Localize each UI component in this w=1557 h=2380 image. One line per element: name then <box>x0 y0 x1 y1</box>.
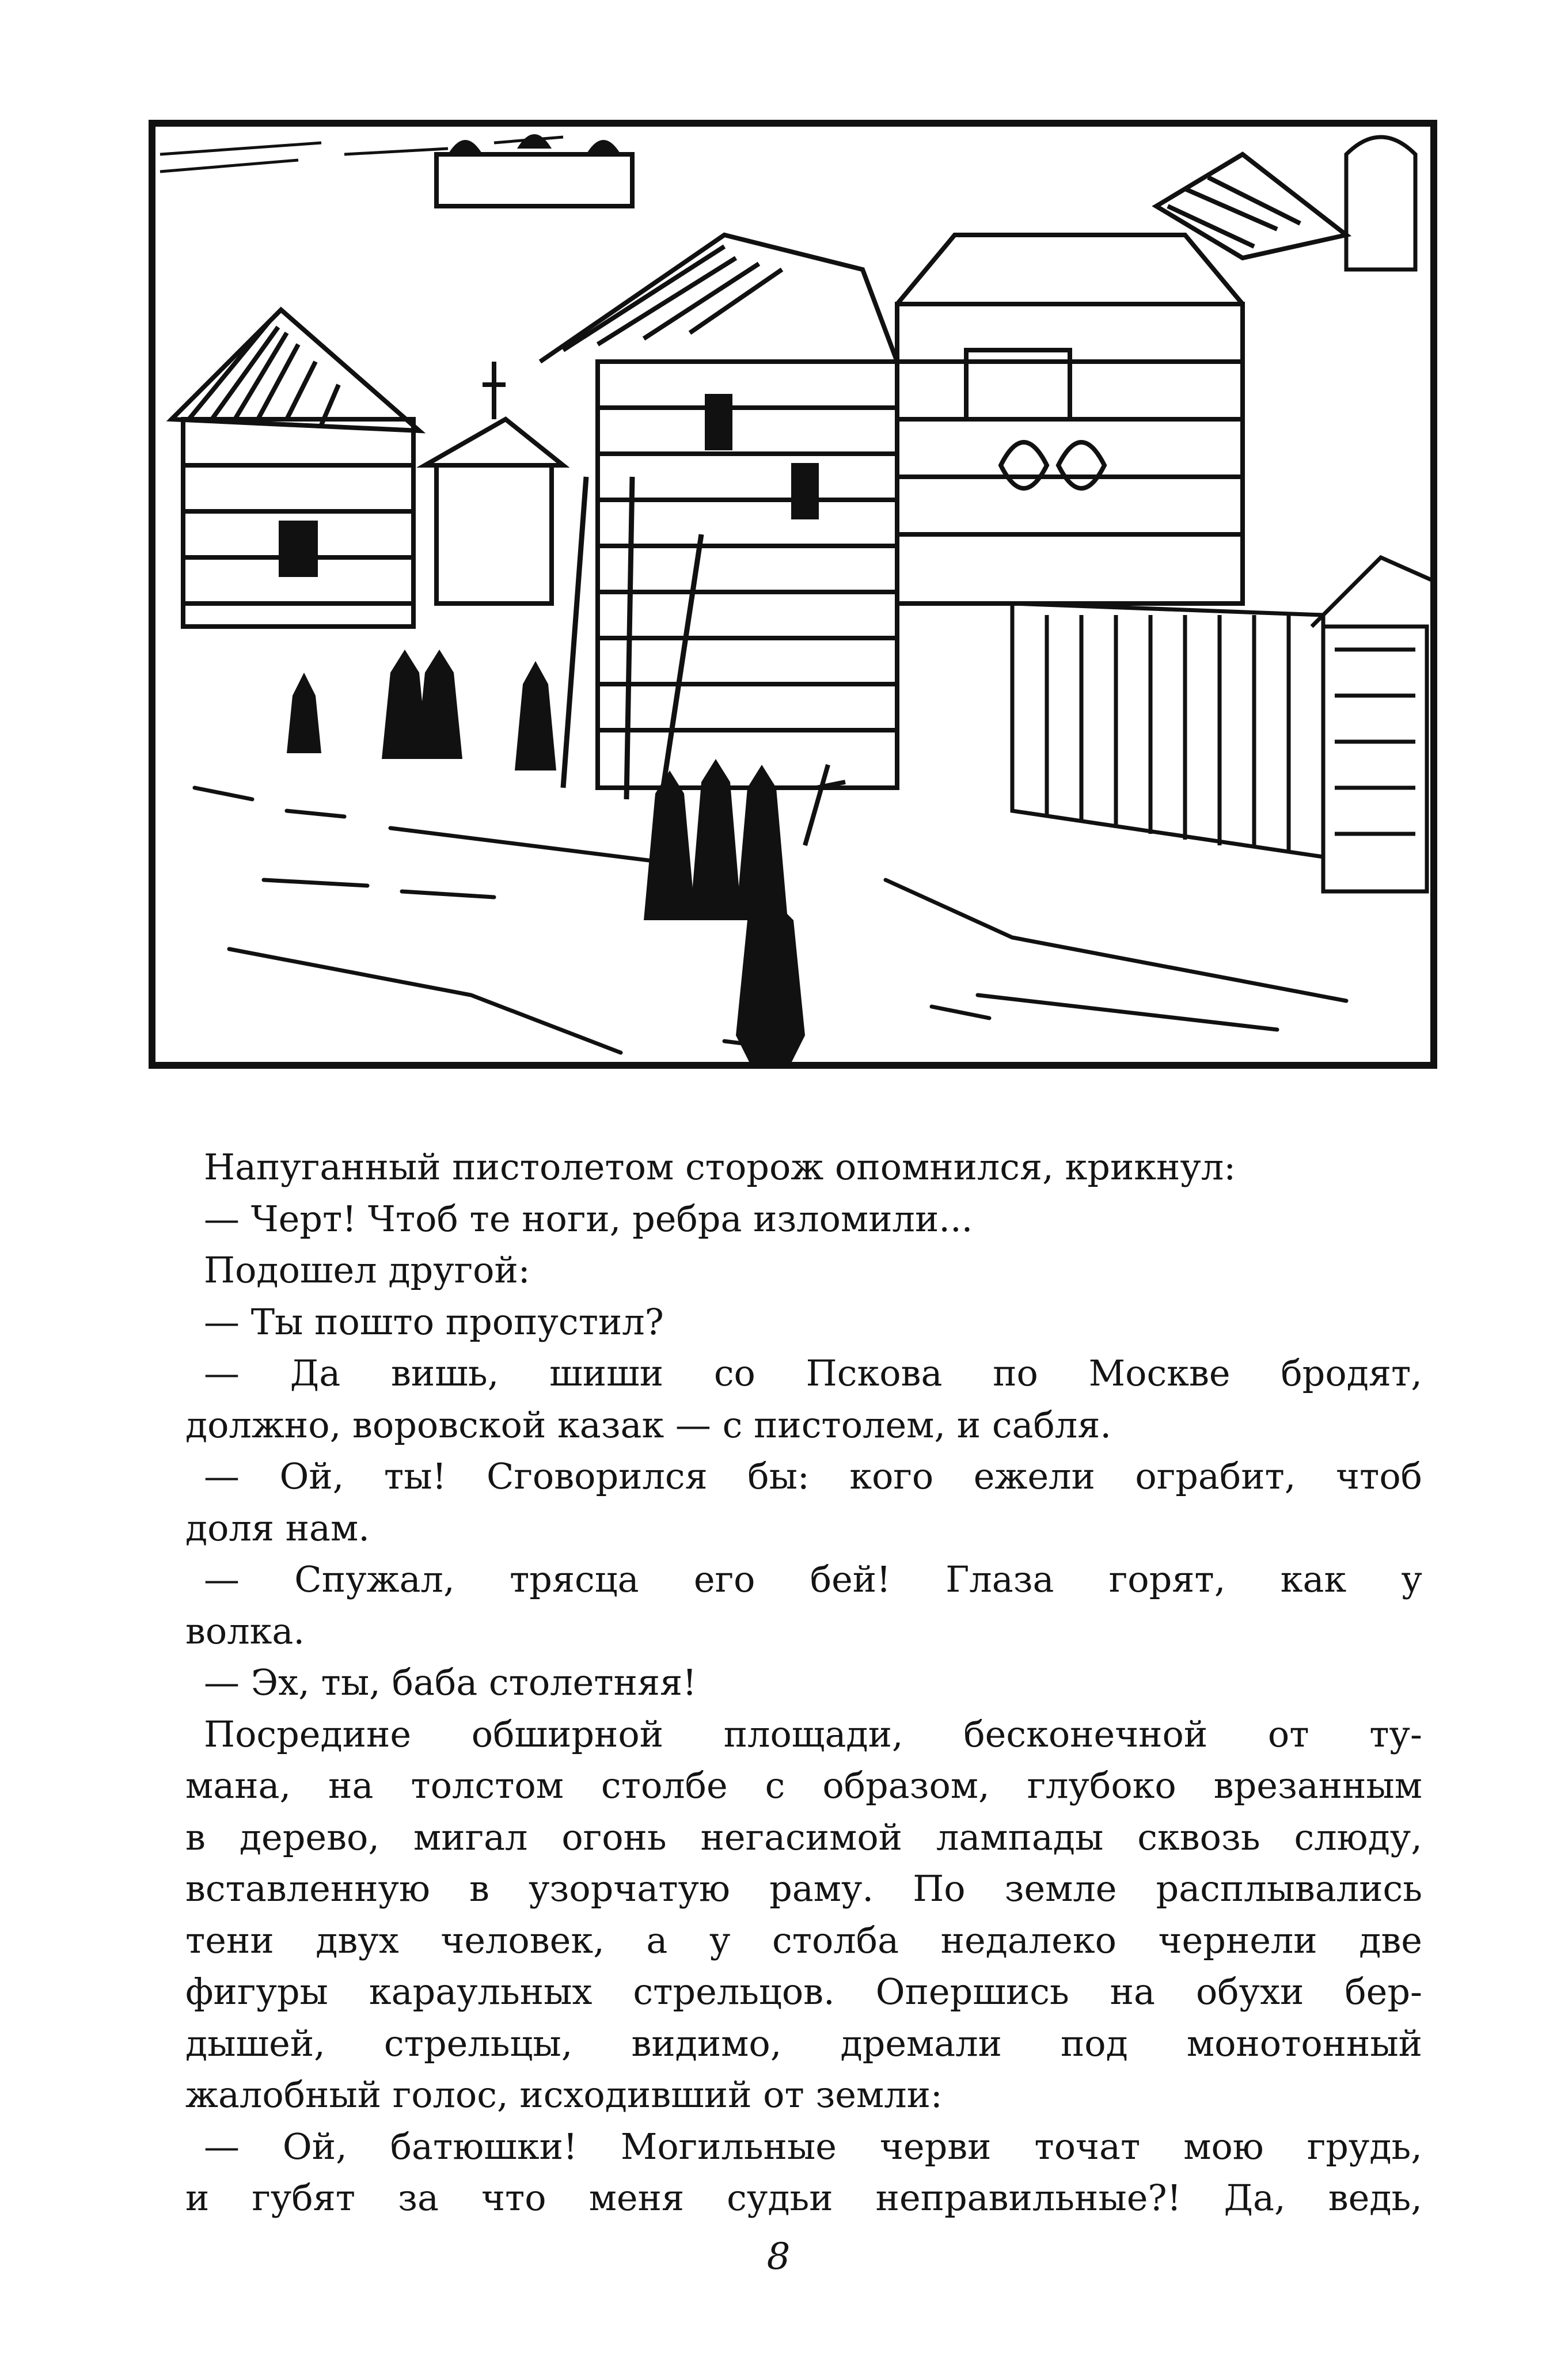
text-line: в дерево, мигал огонь негасимой лампады сквозь слюду, <box>185 1816 1422 1858</box>
text-line: волка. <box>185 1610 305 1652</box>
text-line: — Ты пошто пропустил? <box>204 1300 664 1343</box>
text-line: — Ой, ты! Сговорился бы: кого ежели ограбит, чтоб <box>204 1455 1422 1497</box>
text-line: мана, на толстом столбе с образом, глубоко врезанным <box>185 1764 1422 1806</box>
text-line: Напуганный пистолетом сторож опомнился, крикнул: <box>204 1146 1236 1188</box>
text-line: дышей, стрельцы, видимо, дремали под монотонный <box>185 2022 1422 2064</box>
winter-town-street-engraving-icon <box>149 120 1437 1069</box>
text-line: доля нам. <box>185 1506 370 1549</box>
text-line: вставленную в узорчатую раму. По земле расплывались <box>185 1867 1422 1910</box>
body-text <box>185 1141 1422 2224</box>
text-line: — Ой, батюшки! Могильные черви точат мою грудь, <box>204 2125 1422 2168</box>
text-line: Подошел другой: <box>204 1249 530 1291</box>
text-line: Посредине обширной площади, бесконечной от ту- <box>204 1713 1422 1755</box>
text-line: — Черт! Чтоб те ноги, ребра изломили... <box>204 1197 973 1240</box>
text-line: и губят за что меня судьи неправильные?! Да, ведь, <box>185 2177 1422 2219</box>
page-number: 8 <box>766 2235 791 2278</box>
text-line: должно, воровской казак — с пистолем, и сабля. <box>185 1403 1112 1446</box>
town-illustration <box>149 120 1437 1069</box>
text-line: жалобный голос, исходивший от земли: <box>185 2074 943 2116</box>
text-line: — Эх, ты, баба столетняя! <box>204 1661 697 1703</box>
text-line: — Спужал, трясца его бей! Глаза горят, как у <box>204 1558 1422 1600</box>
text-line: тени двух человек, а у столба недалеко чернели две <box>185 1919 1422 1961</box>
text-line: фигуры караульных стрельцов. Опершись на обухи бер- <box>185 1971 1422 2013</box>
text-line: — Да вишь, шиши со Пскова по Москве бродят, <box>204 1352 1422 1394</box>
